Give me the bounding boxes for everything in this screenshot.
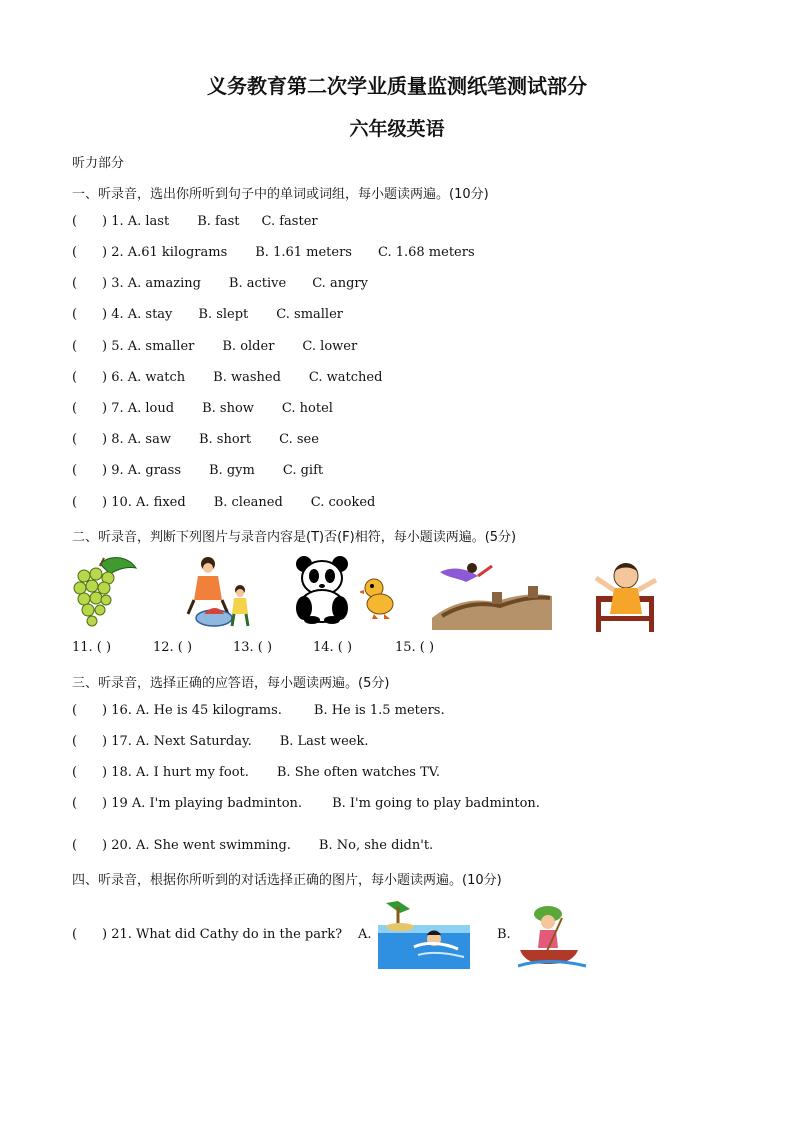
option-a-label: A. xyxy=(358,927,372,942)
answer-12[interactable]: 12. ( ) xyxy=(153,640,193,655)
section1-instruction: 一、听录音，选出你所听到句子中的单词或词组，每小题读两遍。(10分) xyxy=(72,187,489,202)
answer-blank[interactable]: ( xyxy=(72,307,78,322)
washing-clothes-picture xyxy=(178,554,258,632)
answer-11[interactable]: 11. ( ) xyxy=(72,640,112,655)
question-10: ( ) 10. A. fixed B. cleaned C. cooked xyxy=(72,495,376,510)
answer-blank[interactable]: ( xyxy=(72,838,78,853)
panda-picture xyxy=(292,554,354,624)
question-18: ( ) 18. A. I hurt my foot. B. She often watches TV. xyxy=(72,765,441,780)
question-9: ( ) 9. A. grass B. gym C. gift xyxy=(72,463,324,478)
question-16: ( ) 16. A. He is 45 kilograms. B. He is 1.5 meters. xyxy=(72,703,445,718)
answer-14[interactable]: 14. ( ) xyxy=(313,640,353,655)
swimming-picture[interactable] xyxy=(378,899,470,969)
option-b-label: B. xyxy=(497,927,511,942)
answer-blank[interactable]: ( xyxy=(72,495,78,510)
question-4: ( ) 4. A. stay B. slept C. smaller xyxy=(72,307,344,322)
answer-blank[interactable]: ( xyxy=(72,734,78,749)
answer-15[interactable]: 15. ( ) xyxy=(395,640,435,655)
grapes-picture xyxy=(70,552,140,632)
section2-instruction: 二、听录音，判断下列图片与录音内容是(T)否(F)相符，每小题读两遍。(5分) xyxy=(72,530,517,545)
answer-blank[interactable]: ( xyxy=(72,276,78,291)
answer-13[interactable]: 13. ( ) xyxy=(233,640,273,655)
answer-blank[interactable]: ( xyxy=(72,432,78,447)
question-5: ( ) 5. A. smaller B. older C. lower xyxy=(72,339,358,354)
page-title: 义务教育第二次学业质量监测纸笔测试部分 xyxy=(207,74,587,98)
question-21: ( ) 21. What did Cathy do in the park? xyxy=(72,927,343,942)
rowing-boat-picture[interactable] xyxy=(518,902,588,970)
answer-blank[interactable]: ( xyxy=(72,401,78,416)
section4-instruction: 四、听录音，根据你所听到的对话选择正确的图片，每小题读两遍。(10分) xyxy=(72,873,502,888)
question-3: ( ) 3. A. amazing B. active C. angry xyxy=(72,276,368,291)
question-1: ( ) 1. A. last B. fast C. faster xyxy=(72,214,318,229)
section2-pictures xyxy=(70,548,670,636)
answer-blank[interactable]: ( xyxy=(72,339,78,354)
question-7: ( ) 7. A. loud B. show C. hotel xyxy=(72,401,333,416)
answer-blank[interactable]: ( xyxy=(72,703,78,718)
page-subtitle: 六年级英语 xyxy=(349,118,445,140)
question-20: ( ) 20. A. She went swimming. B. No, she didn't. xyxy=(72,838,434,853)
answer-blank[interactable]: ( xyxy=(72,796,78,811)
duck-picture xyxy=(360,576,396,620)
question-2: ( ) 2. A.61 kilograms B. 1.61 meters C. 1.68 meters xyxy=(72,245,475,260)
answer-blank[interactable]: ( xyxy=(72,927,78,942)
question-6: ( ) 6. A. watch B. washed C. watched xyxy=(72,370,383,385)
boy-resting-picture xyxy=(590,556,660,632)
answer-blank[interactable]: ( xyxy=(72,765,78,780)
question-17: ( ) 17. A. Next Saturday. B. Last week. xyxy=(72,734,369,749)
answer-blank[interactable]: ( xyxy=(72,245,78,260)
answer-blank[interactable]: ( xyxy=(72,214,78,229)
listening-label: 听力部分 xyxy=(72,156,125,171)
answer-blank[interactable]: ( xyxy=(72,463,78,478)
great-wall-picture xyxy=(432,558,552,630)
answer-blank[interactable]: ( xyxy=(72,370,78,385)
question-8: ( ) 8. A. saw B. short C. see xyxy=(72,432,319,447)
section3-instruction: 三、听录音，选择正确的应答语，每小题读两遍。(5分) xyxy=(72,676,390,691)
question-19: ( ) 19 A. I'm playing badminton. B. I'm going to play badminton. xyxy=(72,796,540,811)
